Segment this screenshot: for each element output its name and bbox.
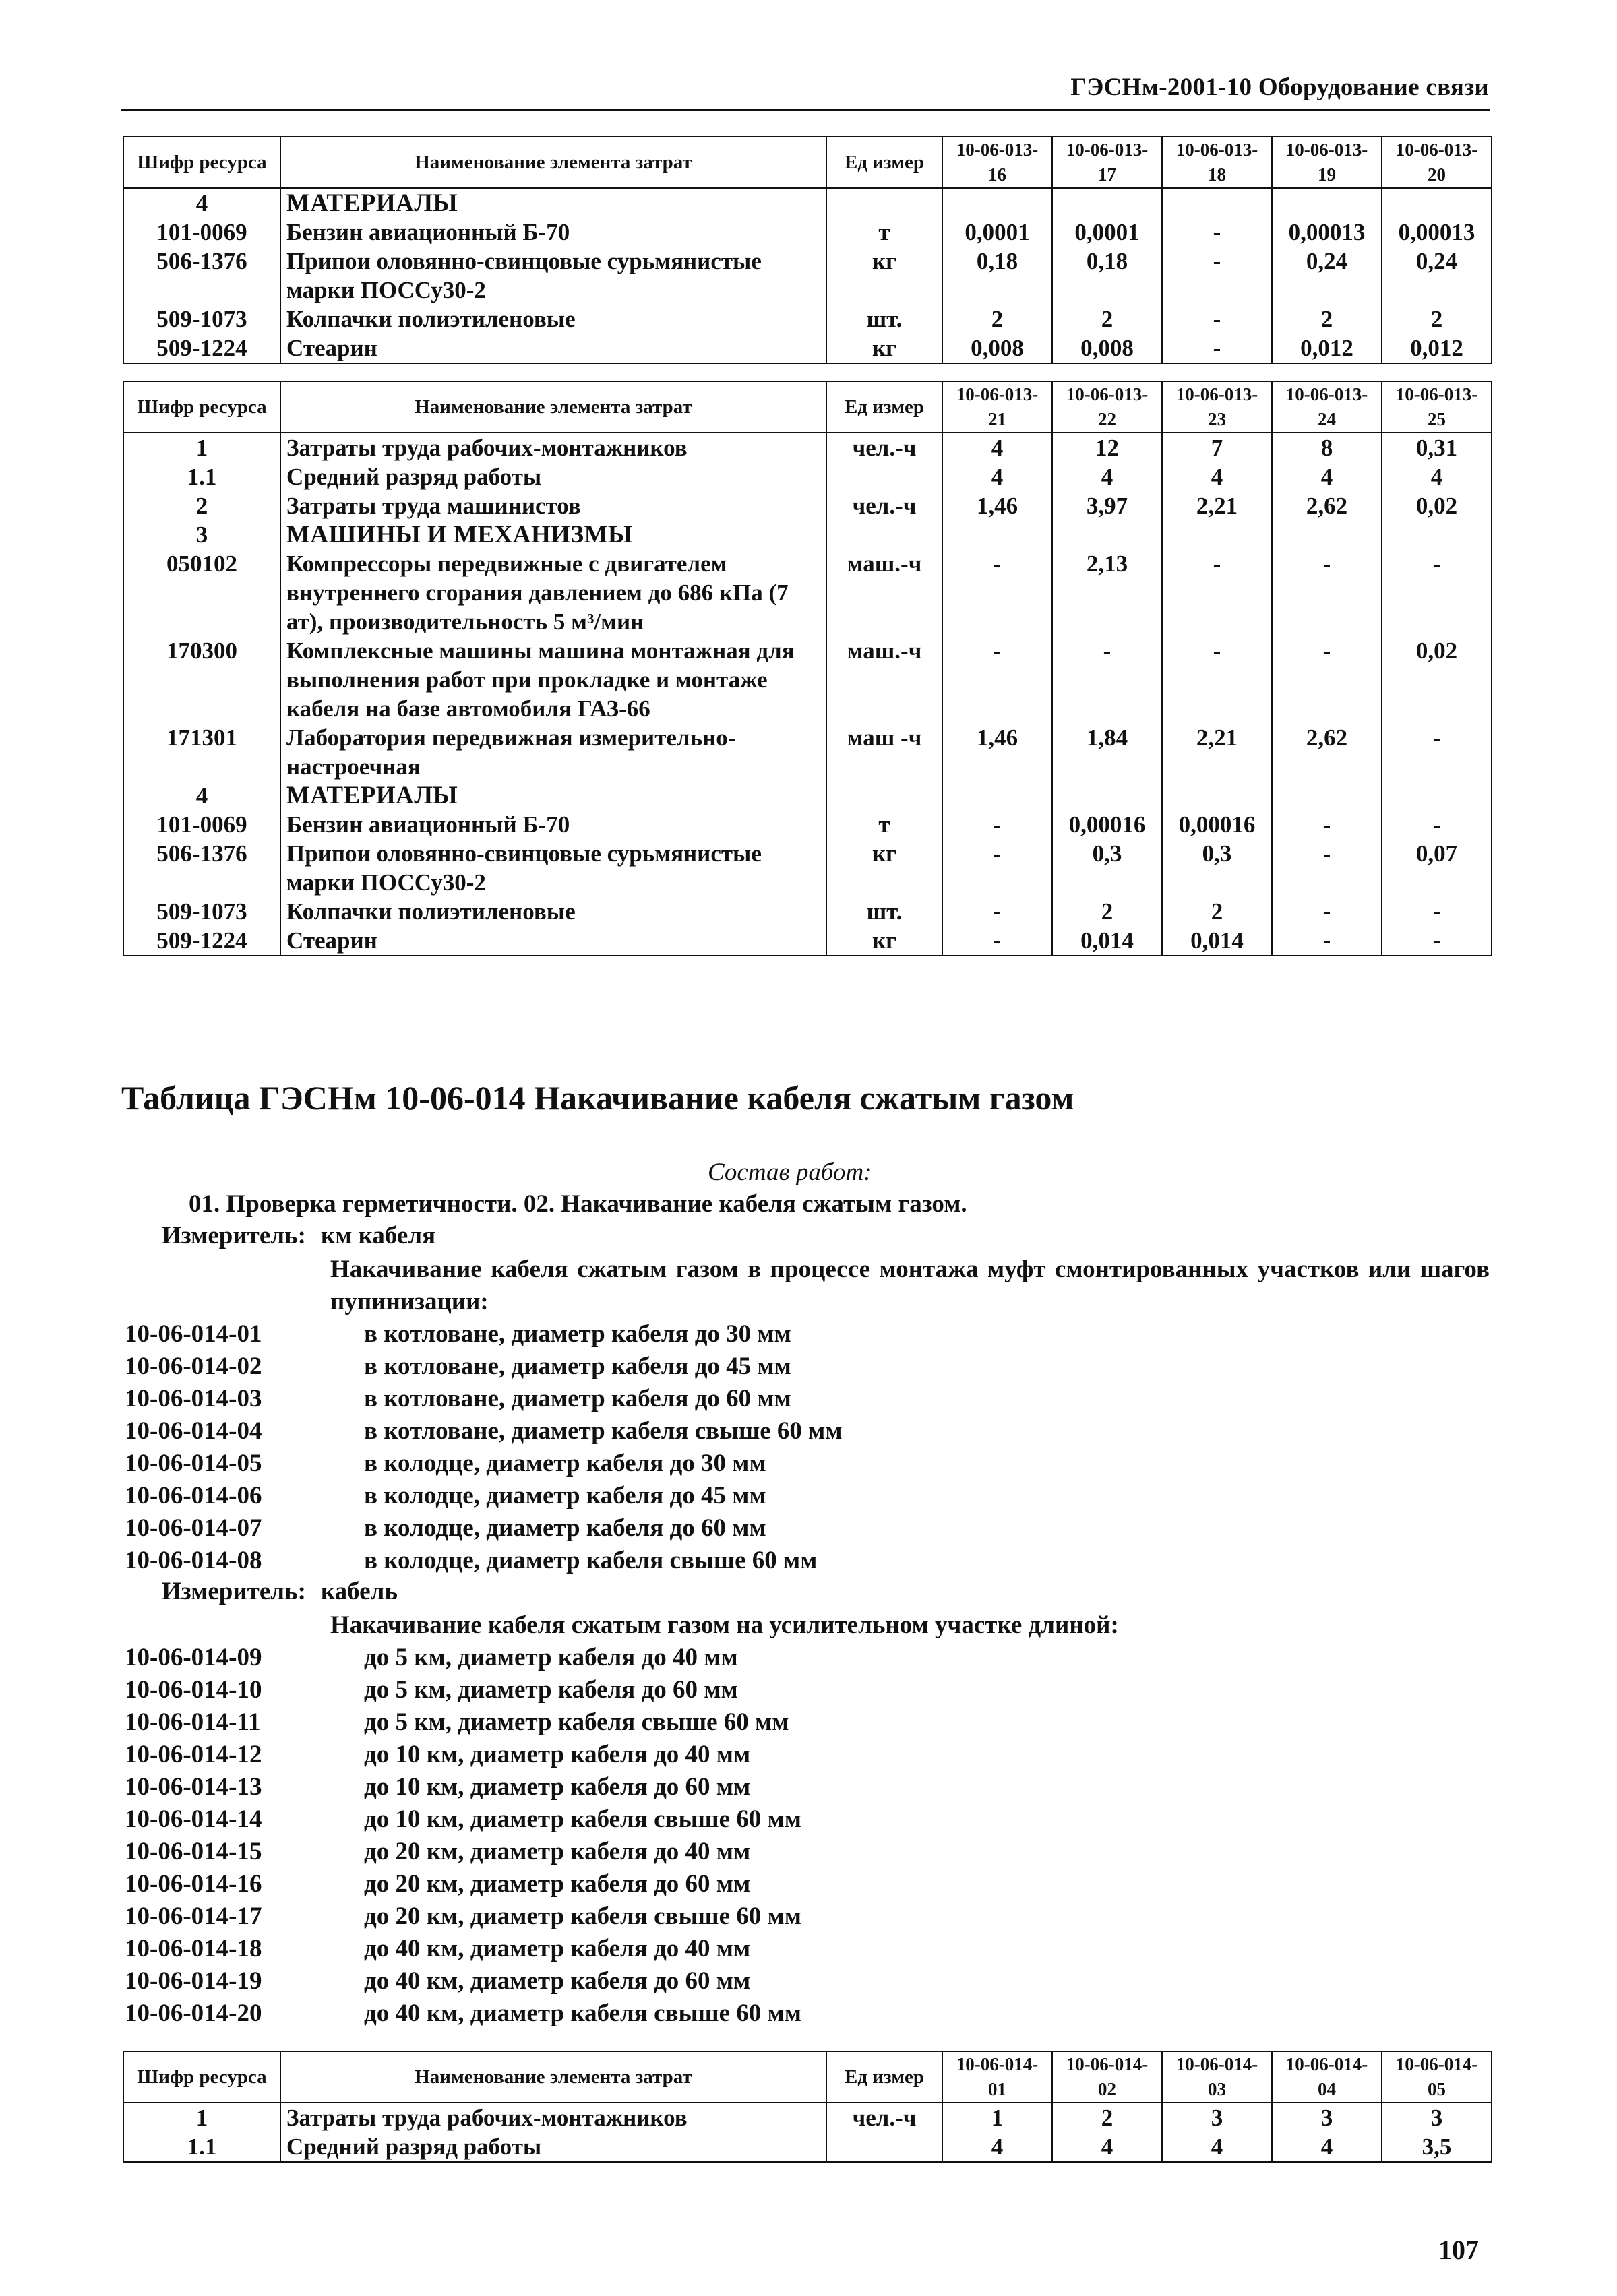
norm-code: 10-06-014-07 xyxy=(125,1514,262,1542)
norm-description: в колодце, диаметр кабеля до 30 мм xyxy=(364,1450,766,1477)
cell-code: 4 xyxy=(123,781,280,810)
section-row xyxy=(123,781,1492,810)
norm-description: до 10 км, диаметр кабеля свыше 60 мм xyxy=(364,1805,801,1833)
cell-unit xyxy=(826,188,942,218)
list-item xyxy=(125,1997,801,2030)
cell-value: 0,18 xyxy=(1052,247,1162,305)
cell-name: Колпачки полиэтиленовые xyxy=(280,305,826,334)
cell-value: 4 xyxy=(1162,2132,1272,2162)
table-row xyxy=(123,810,1492,839)
cell-value: 2 xyxy=(1052,305,1162,334)
cell-value: 0,014 xyxy=(1052,926,1162,956)
cell-value: - xyxy=(1162,549,1272,636)
table-row xyxy=(123,433,1492,462)
norm-description: до 40 км, диаметр кабеля до 40 мм xyxy=(364,1935,751,1962)
header-norm-code: 10-06-014-02 xyxy=(1052,2051,1162,2103)
cell-value xyxy=(1162,188,1272,218)
cell-value: 2,21 xyxy=(1162,723,1272,781)
norm-code: 10-06-014-01 xyxy=(125,1320,262,1348)
header-norm-code: 10-06-013-20 xyxy=(1382,137,1492,188)
header-code: Шифр ресурса xyxy=(123,137,280,188)
cell-value xyxy=(1162,520,1272,549)
cell-value: - xyxy=(1162,305,1272,334)
table-row xyxy=(123,723,1492,781)
cell-code: 1 xyxy=(123,433,280,462)
list-item xyxy=(125,1545,843,1577)
norm-code: 10-06-014-15 xyxy=(125,1838,262,1865)
cell-value: 0,012 xyxy=(1272,334,1382,363)
cell-value: 4 xyxy=(1052,2132,1162,2162)
cell-value: 0,24 xyxy=(1272,247,1382,305)
cell-value: 4 xyxy=(942,433,1052,462)
header-norm-code: 10-06-013-21 xyxy=(942,381,1052,433)
header-norm-code: 10-06-013-22 xyxy=(1052,381,1162,433)
running-header: ГЭСНм-2001-10 Оборудование связи xyxy=(1070,73,1489,101)
cell-value: - xyxy=(1382,897,1492,926)
cell-value: 0,02 xyxy=(1382,491,1492,520)
cell-name: Затраты труда рабочих-монтажников xyxy=(280,2103,826,2132)
cell-value xyxy=(1382,188,1492,218)
cell-value: 3,97 xyxy=(1052,491,1162,520)
cell-code: 101-0069 xyxy=(123,218,280,247)
cell-value xyxy=(942,520,1052,549)
cell-unit xyxy=(826,2132,942,2162)
cell-value: 0,31 xyxy=(1382,433,1492,462)
cell-value: 0,07 xyxy=(1382,839,1492,897)
norm-description: до 5 км, диаметр кабеля до 60 мм xyxy=(364,1676,738,1704)
table-row xyxy=(123,926,1492,956)
norm-code: 10-06-014-18 xyxy=(125,1935,262,1962)
resource-table-014-01-05 xyxy=(123,2051,1492,2163)
header-code: Шифр ресурса xyxy=(123,2051,280,2103)
header-norm-code: 10-06-014-01 xyxy=(942,2051,1052,2103)
norm-code: 10-06-014-12 xyxy=(125,1741,262,1768)
norm-description: до 10 км, диаметр кабеля до 60 мм xyxy=(364,1773,751,1801)
header-norm-code: 10-06-013-16 xyxy=(942,137,1052,188)
cell-value xyxy=(1272,781,1382,810)
norm-code: 10-06-014-16 xyxy=(125,1870,262,1898)
norm-code: 10-06-014-13 xyxy=(125,1773,262,1801)
cell-value: - xyxy=(942,897,1052,926)
cell-code: 509-1073 xyxy=(123,897,280,926)
intro-paragraph: Накачивание кабеля сжатым газом на усилительном участке длиной: xyxy=(330,1611,1119,1639)
cell-value: 2,62 xyxy=(1272,491,1382,520)
cell-value: 0,008 xyxy=(942,334,1052,363)
header-norm-code: 10-06-013-23 xyxy=(1162,381,1272,433)
cell-value: - xyxy=(1382,926,1492,956)
header-unit: Ед измер xyxy=(826,381,942,433)
norm-code: 10-06-014-20 xyxy=(125,1999,262,2027)
cell-value: 0,0001 xyxy=(942,218,1052,247)
cell-code: 506-1376 xyxy=(123,247,280,305)
norm-description: в колодце, диаметр кабеля до 45 мм xyxy=(364,1482,766,1510)
cell-value: 12 xyxy=(1052,433,1162,462)
cell-value xyxy=(1382,781,1492,810)
cell-value: 2 xyxy=(1162,897,1272,926)
list-item xyxy=(125,1771,801,1803)
cell-code: 050102 xyxy=(123,549,280,636)
cell-value: - xyxy=(1272,636,1382,723)
list-item xyxy=(125,1351,843,1383)
cell-value: 0,00016 xyxy=(1162,810,1272,839)
cell-value: - xyxy=(1272,926,1382,956)
cell-value xyxy=(1052,188,1162,218)
list-item xyxy=(125,1674,801,1706)
cell-unit: чел.-ч xyxy=(826,2103,942,2132)
cell-value: 0,00013 xyxy=(1382,218,1492,247)
cell-value: 8 xyxy=(1272,433,1382,462)
list-item xyxy=(125,1739,801,1771)
cell-value: 0,3 xyxy=(1052,839,1162,897)
norm-description: до 5 км, диаметр кабеля до 40 мм xyxy=(364,1644,738,1671)
cell-name: Средний разряд работы xyxy=(280,462,826,491)
norm-description: в котловане, диаметр кабеля свыше 60 мм xyxy=(364,1417,843,1445)
cell-value: 4 xyxy=(1382,462,1492,491)
cell-value xyxy=(1052,520,1162,549)
header-norm-code: 10-06-013-25 xyxy=(1382,381,1492,433)
cell-code: 170300 xyxy=(123,636,280,723)
table-row xyxy=(123,305,1492,334)
cell-code: 506-1376 xyxy=(123,839,280,897)
cell-value: 0,18 xyxy=(942,247,1052,305)
cell-value: 1,46 xyxy=(942,491,1052,520)
header-norm-code: 10-06-014-05 xyxy=(1382,2051,1492,2103)
norm-description: до 10 км, диаметр кабеля до 40 мм xyxy=(364,1741,751,1768)
cell-value: 2 xyxy=(1052,897,1162,926)
cell-value: 4 xyxy=(1272,462,1382,491)
cell-name: Бензин авиационный Б-70 xyxy=(280,218,826,247)
cell-unit: шт. xyxy=(826,897,942,926)
cell-value xyxy=(942,781,1052,810)
cell-unit: чел.-ч xyxy=(826,491,942,520)
works-composition-label: Состав работ: xyxy=(708,1158,872,1186)
cell-value: - xyxy=(1382,723,1492,781)
header-norm-code: 10-06-014-04 xyxy=(1272,2051,1382,2103)
norm-description: до 40 км, диаметр кабеля свыше 60 мм xyxy=(364,1999,801,2027)
cell-name: Стеарин xyxy=(280,334,826,363)
cell-value xyxy=(1382,520,1492,549)
cell-code: 1 xyxy=(123,2103,280,2132)
cell-unit: маш -ч xyxy=(826,723,942,781)
cell-value xyxy=(1272,188,1382,218)
cell-name: Затраты труда рабочих-монтажников xyxy=(280,433,826,462)
cell-value: 3 xyxy=(1162,2103,1272,2132)
cell-value: 3,5 xyxy=(1382,2132,1492,2162)
cell-value: - xyxy=(1272,810,1382,839)
list-item xyxy=(125,1706,801,1739)
cell-unit: т xyxy=(826,218,942,247)
header-rule xyxy=(121,109,1490,111)
cell-code: 101-0069 xyxy=(123,810,280,839)
cell-value: 2 xyxy=(1272,305,1382,334)
section-title: МАТЕРИАЛЫ xyxy=(280,188,826,218)
cell-value: - xyxy=(1382,549,1492,636)
cell-value: 4 xyxy=(1272,2132,1382,2162)
section-title: МАТЕРИАЛЫ xyxy=(280,781,826,810)
norm-description: в колодце, диаметр кабеля до 60 мм xyxy=(364,1514,766,1542)
cell-value: 0,008 xyxy=(1052,334,1162,363)
norm-description: в котловане, диаметр кабеля до 30 мм xyxy=(364,1320,791,1348)
table-header-row xyxy=(123,137,1492,188)
norm-code: 10-06-014-17 xyxy=(125,1902,262,1930)
cell-value: 2,21 xyxy=(1162,491,1272,520)
section-row xyxy=(123,520,1492,549)
list-item xyxy=(125,1480,843,1512)
table-header-row xyxy=(123,2051,1492,2103)
measure-unit-km xyxy=(162,1221,435,1250)
table-row xyxy=(123,2103,1492,2132)
norm-code: 10-06-014-09 xyxy=(125,1644,262,1671)
measure-value: км кабеля xyxy=(320,1222,436,1249)
table-title: Таблица ГЭСНм 10-06-014 Накачивание кабеля сжатым газом xyxy=(121,1079,1074,1117)
norm-description: в котловане, диаметр кабеля до 45 мм xyxy=(364,1353,791,1380)
norm-code: 10-06-014-14 xyxy=(125,1805,262,1833)
works-composition-text: 01. Проверка герметичности. 02. Накачивание кабеля сжатым газом. xyxy=(189,1190,967,1218)
cell-value: - xyxy=(942,839,1052,897)
header-unit: Ед измер xyxy=(826,2051,942,2103)
list-item xyxy=(125,1900,801,1933)
section-title: МАШИНЫ И МЕХАНИЗМЫ xyxy=(280,520,826,549)
norm-code: 10-06-014-08 xyxy=(125,1547,262,1574)
table-row xyxy=(123,839,1492,897)
table-row xyxy=(123,897,1492,926)
intro-paragraph: Накачивание кабеля сжатым газом в процессе монтажа муфт смонтированных участков или шагов пупинизации: xyxy=(330,1255,1490,1315)
cell-name: Стеарин xyxy=(280,926,826,956)
header-name: Наименование элемента затрат xyxy=(280,381,826,433)
cell-unit: т xyxy=(826,810,942,839)
cell-value: 1,84 xyxy=(1052,723,1162,781)
table-row xyxy=(123,636,1492,723)
cell-value: 0,012 xyxy=(1382,334,1492,363)
cell-value: - xyxy=(1162,334,1272,363)
cell-name: Припои оловянно-свинцовые сурьмянистые марки ПОССу30-2 xyxy=(280,247,826,305)
table-row xyxy=(123,334,1492,363)
cell-unit: кг xyxy=(826,247,942,305)
cell-value: 2 xyxy=(1052,2103,1162,2132)
header-norm-code: 10-06-013-24 xyxy=(1272,381,1382,433)
header-name: Наименование элемента затрат xyxy=(280,137,826,188)
cell-name: Колпачки полиэтиленовые xyxy=(280,897,826,926)
header-code: Шифр ресурса xyxy=(123,381,280,433)
list-item xyxy=(125,1803,801,1836)
norm-description: до 20 км, диаметр кабеля свыше 60 мм xyxy=(364,1902,801,1930)
cell-value: 0,02 xyxy=(1382,636,1492,723)
cell-value: - xyxy=(942,549,1052,636)
page-number: 107 xyxy=(1438,2235,1479,2265)
list-item xyxy=(125,1448,843,1480)
cell-value: 4 xyxy=(942,462,1052,491)
cell-code: 2 xyxy=(123,491,280,520)
cell-value: 0,00016 xyxy=(1052,810,1162,839)
cell-code: 4 xyxy=(123,188,280,218)
cell-value: - xyxy=(1382,810,1492,839)
cell-unit: шт. xyxy=(826,305,942,334)
cell-code: 509-1224 xyxy=(123,926,280,956)
cell-value: - xyxy=(1162,247,1272,305)
list-item xyxy=(125,1512,843,1545)
norm-code: 10-06-014-03 xyxy=(125,1385,262,1413)
list-item xyxy=(125,1933,801,1965)
list-item xyxy=(125,1383,843,1415)
cell-value: 4 xyxy=(1052,462,1162,491)
header-unit: Ед измер xyxy=(826,137,942,188)
cell-value: - xyxy=(1052,636,1162,723)
header-norm-code: 10-06-013-19 xyxy=(1272,137,1382,188)
cell-value: - xyxy=(942,926,1052,956)
table-row xyxy=(123,2132,1492,2162)
cell-value: 3 xyxy=(1272,2103,1382,2132)
cell-unit xyxy=(826,462,942,491)
section-row xyxy=(123,188,1492,218)
cell-value: 0,00013 xyxy=(1272,218,1382,247)
table-row xyxy=(123,462,1492,491)
cell-unit: кг xyxy=(826,334,942,363)
cell-name: Комплексные машины машина монтажная для выполнения работ при прокладке и монтаже кабеля на базе автомобиля ГАЗ-66 xyxy=(280,636,826,723)
cell-unit: маш.-ч xyxy=(826,549,942,636)
cell-value: 4 xyxy=(942,2132,1052,2162)
cell-value xyxy=(942,188,1052,218)
resource-table-013-16-20 xyxy=(123,136,1492,364)
cell-name: Лаборатория передвижная измерительно-настроечная xyxy=(280,723,826,781)
norm-list xyxy=(125,1642,801,2030)
table-row xyxy=(123,491,1492,520)
cell-value: 1 xyxy=(942,2103,1052,2132)
norm-description: в колодце, диаметр кабеля свыше 60 мм xyxy=(364,1547,818,1574)
cell-value: - xyxy=(1272,897,1382,926)
cell-code: 171301 xyxy=(123,723,280,781)
norm-description: до 40 км, диаметр кабеля до 60 мм xyxy=(364,1967,751,1995)
cell-value: - xyxy=(1272,839,1382,897)
header-norm-code: 10-06-013-18 xyxy=(1162,137,1272,188)
table-row xyxy=(123,218,1492,247)
cell-value: 2 xyxy=(942,305,1052,334)
cell-code: 3 xyxy=(123,520,280,549)
norm-code: 10-06-014-05 xyxy=(125,1450,262,1477)
cell-value: 0,3 xyxy=(1162,839,1272,897)
norm-code: 10-06-014-19 xyxy=(125,1967,262,1995)
cell-value: 0,014 xyxy=(1162,926,1272,956)
cell-value: - xyxy=(942,810,1052,839)
measure-label: Измеритель: xyxy=(162,1222,306,1249)
norm-code: 10-06-014-02 xyxy=(125,1353,262,1380)
header-norm-code: 10-06-013-17 xyxy=(1052,137,1162,188)
cell-value xyxy=(1162,781,1272,810)
norm-description: до 20 км, диаметр кабеля до 60 мм xyxy=(364,1870,751,1898)
cell-value xyxy=(1272,520,1382,549)
norm-description: до 5 км, диаметр кабеля свыше 60 мм xyxy=(364,1708,789,1736)
table-row xyxy=(123,549,1492,636)
list-item xyxy=(125,1415,843,1448)
cell-code: 509-1224 xyxy=(123,334,280,363)
cell-value: 2,62 xyxy=(1272,723,1382,781)
norm-code: 10-06-014-06 xyxy=(125,1482,262,1510)
norm-description: до 20 км, диаметр кабеля до 40 мм xyxy=(364,1838,751,1865)
measure-label: Измеритель: xyxy=(162,1578,306,1605)
header-name: Наименование элемента затрат xyxy=(280,2051,826,2103)
cell-code: 509-1073 xyxy=(123,305,280,334)
cell-value xyxy=(1052,781,1162,810)
cell-value: 7 xyxy=(1162,433,1272,462)
table-header-row xyxy=(123,381,1492,433)
list-item xyxy=(125,1836,801,1868)
cell-value: - xyxy=(1162,636,1272,723)
cell-value: 0,0001 xyxy=(1052,218,1162,247)
cell-value: - xyxy=(1162,218,1272,247)
cell-name: Затраты труда машинистов xyxy=(280,491,826,520)
cell-value: 2,13 xyxy=(1052,549,1162,636)
cell-name: Компрессоры передвижные с двигателем внутреннего сгорания давлением до 686 кПа (7 ат), производительность 5 м³/мин xyxy=(280,549,826,636)
list-item xyxy=(125,1868,801,1900)
list-item xyxy=(125,1318,843,1351)
cell-value: 0,24 xyxy=(1382,247,1492,305)
norm-list xyxy=(125,1318,843,1577)
measure-value: кабель xyxy=(320,1578,398,1605)
cell-unit: маш.-ч xyxy=(826,636,942,723)
cell-name: Бензин авиационный Б-70 xyxy=(280,810,826,839)
cell-value: - xyxy=(942,636,1052,723)
list-item xyxy=(125,1965,801,1997)
cell-unit xyxy=(826,781,942,810)
norm-code: 10-06-014-04 xyxy=(125,1417,262,1445)
cell-unit: кг xyxy=(826,839,942,897)
cell-unit: кг xyxy=(826,926,942,956)
cell-value: 1,46 xyxy=(942,723,1052,781)
cell-value: 2 xyxy=(1382,305,1492,334)
norm-code: 10-06-014-11 xyxy=(125,1708,261,1736)
cell-value: 3 xyxy=(1382,2103,1492,2132)
cell-value: - xyxy=(1272,549,1382,636)
cell-code: 1.1 xyxy=(123,462,280,491)
norm-description: в котловане, диаметр кабеля до 60 мм xyxy=(364,1385,791,1413)
header-norm-code: 10-06-014-03 xyxy=(1162,2051,1272,2103)
cell-unit: чел.-ч xyxy=(826,433,942,462)
cell-value: 4 xyxy=(1162,462,1272,491)
list-item xyxy=(125,1642,801,1674)
cell-code: 1.1 xyxy=(123,2132,280,2162)
measure-unit-cable xyxy=(162,1577,398,1606)
cell-unit xyxy=(826,520,942,549)
table-row xyxy=(123,247,1492,305)
cell-name: Средний разряд работы xyxy=(280,2132,826,2162)
norm-code: 10-06-014-10 xyxy=(125,1676,262,1704)
resource-table-013-21-25 xyxy=(123,381,1492,956)
cell-name: Припои оловянно-свинцовые сурьмянистые марки ПОССу30-2 xyxy=(280,839,826,897)
